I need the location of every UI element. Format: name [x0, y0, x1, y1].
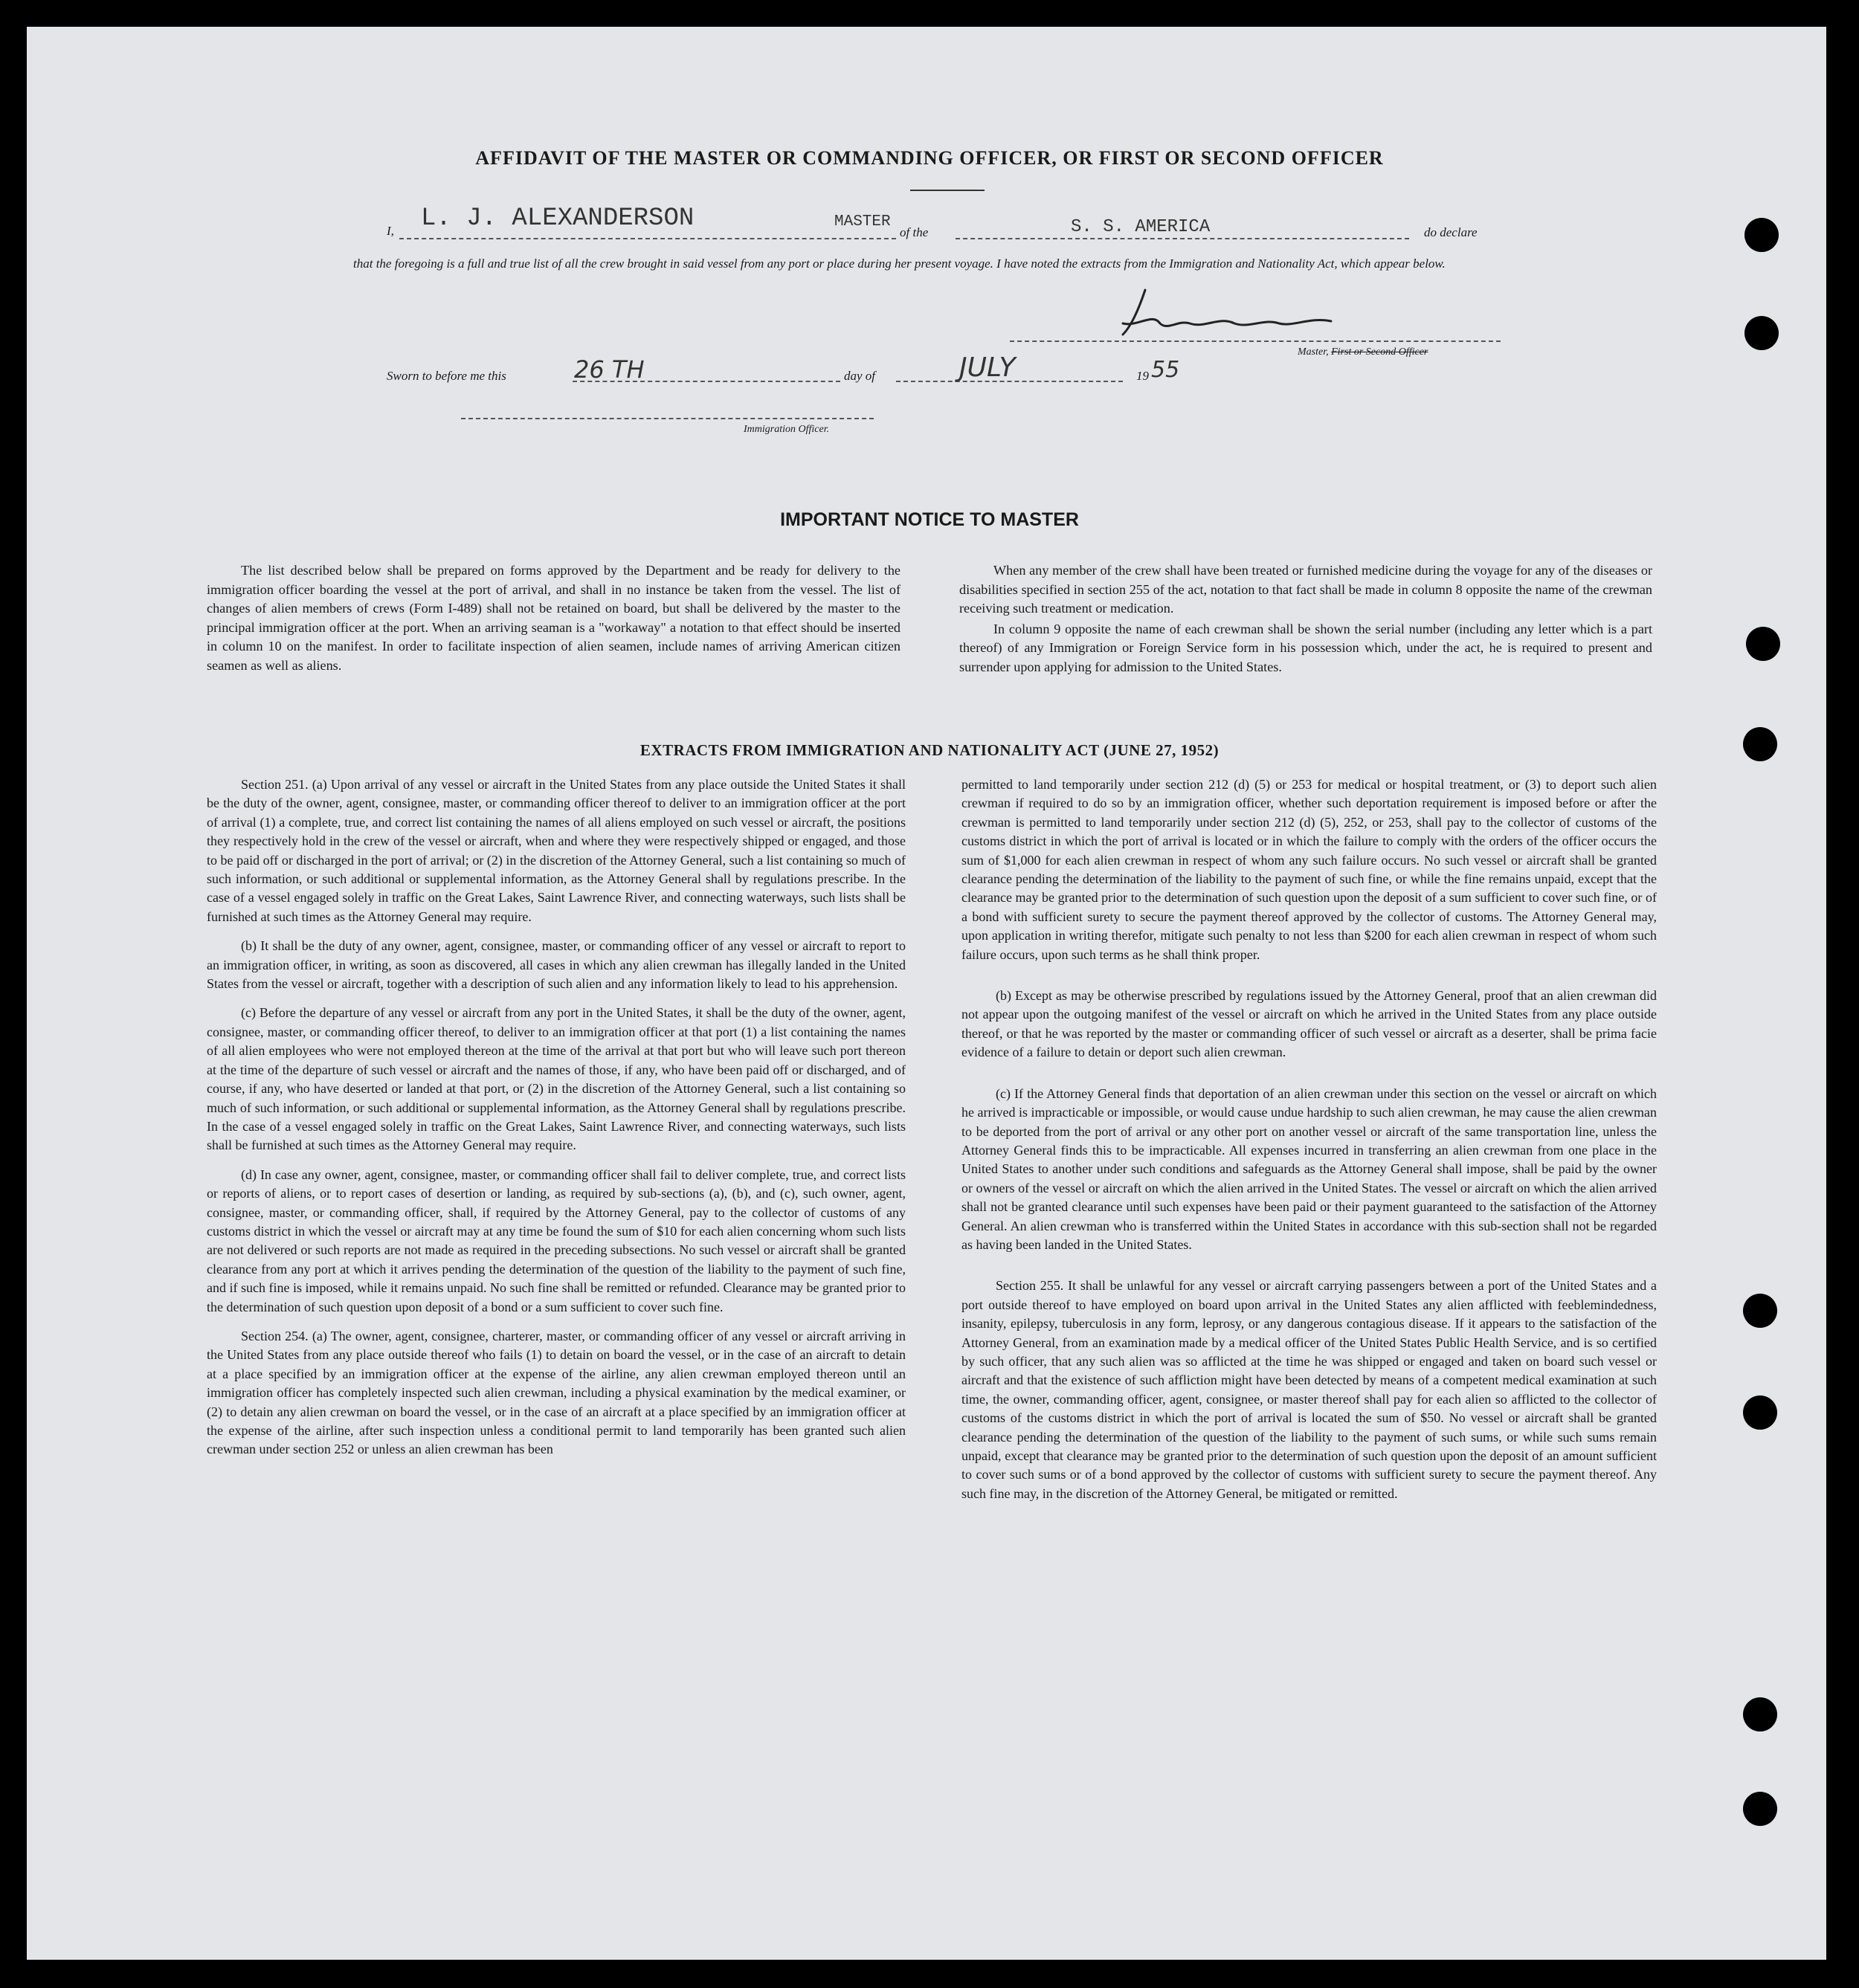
section-254-a: Section 254. (a) The owner, agent, consignee, charterer, master, or commanding officer of any vessel or aircraft arriving in the United States from any place outside thereof who fails (1) to detain on board the vessel, or in the case of an aircraft to detain at a place specified by an immigration officer at the expense of the airline, any alien crewman employed thereon until an immigration officer has completely inspected such alien crewman, including a physical examination by the medical examiner, or (2) to detain any alien crewman on board the vessel, or in the case of an aircraft at a place specified by an immigration officer at the expense of the airline, after such inspection unless a conditional permit to land temporarily has been granted such alien crewman under section 252 or unless an alien crewman has been: [207, 1328, 906, 1457]
section-251-a: Section 251. (a) Upon arrival of any vessel or aircraft in the United States from any place outside the United States it shall be the duty of the owner, agent, consignee, master, or commanding officer thereof to deliver to an immigration officer at the port of arrival (1) a complete, true, and correct list containing the names of all aliens employed on such vessel or aircraft, the positions they respectively hold in the crew of the vessel or aircraft, when and where they were respectively shipped or engaged, and those to be paid off or discharged in the port of arrival; or (2) in the discretion of the Attorney General, such a list containing so much of such information, or such additional or supplemental information, as the Attorney General shall by regulations prescribe. In the case of a vessel engaged solely in traffic on the Great Lakes, Saint Lawrence River, and connecting waterways, such lists shall be furnished at such times as the Attorney General may require.: [207, 777, 906, 924]
punch-hole: [1743, 1294, 1777, 1328]
notice-right-paragraph-1: When any member of the crew shall have been treated or furnished medicine during the voyage for any of the diseases or disabilities specified in section 255 of the act, notation to that fact shall be made in column 8 opposite the name of the crewman receiving such treatment or medication.: [959, 563, 1652, 616]
section-251-d: (d) In case any owner, agent, consignee, master, or commanding officer shall fail to deliver complete, true, and correct lists or reports of aliens, or to report cases of desertion or landing, as required by sub-sections (a), (b), and (c), such owner, agent, consignee, master, or commanding officer, shall, if required by the Attorney General, pay to the collector of customs of any customs district in which the vessel or aircraft may at any time be found the sum of $10 for each alien concerning whom such lists are not delivered or such reports are not made as required in the preceding subsections. No such vessel or aircraft shall be granted clearance from any port at which it arrives pending the determination of the question of the liability to the payment of such fine, and if such fine is imposed, while it remains unpaid. No such fine shall be remitted or refunded. Clearance may be granted prior to the determination of such question upon deposit of a bond or a sum sufficient to cover such fine.: [207, 1166, 906, 1314]
punch-hole: [1744, 218, 1779, 252]
punch-hole: [1743, 1697, 1777, 1732]
punch-hole: [1746, 627, 1780, 661]
day-of-label: day of: [844, 369, 876, 383]
section-254-c: (c) If the Attorney General finds that deportation of an alien crewman under this section on the vessel or aircraft on which he arrived is impracticable or impossible, or would cause undue hardship to such alien crewman, he may cause the alien crewman to be deported from the port of arrival or any other port on another vessel or aircraft of the same transportation line, unless the Attorney General finds this to be impracticable. All expenses incurred in transferring an alien crewman from one place in the United States to another under such conditions and safeguards as the Attorney General shall impose, shall be paid by the owner or owners of the vessel or aircraft on which the alien arrived in the United States. The vessel or aircraft on which the alien arrived shall not be granted clearance until such expenses have been paid or their payment guaranteed to the satisfaction of the Attorney General. An alien crewman who is transferred within the United States in accordance with this sub-section shall not be regarded as having been landed in the United States.: [961, 1085, 1657, 1252]
notice-right-column: [959, 561, 1652, 688]
extracts-right-column: [961, 775, 1657, 1514]
signer-caption: [1298, 346, 1428, 358]
notice-title: IMPORTANT NOTICE TO MASTER: [780, 509, 1079, 530]
notice-right-paragraph-2: In column 9 opposite the name of each crewman shall be shown the serial number (including any letter which is a part thereof) of any Immigration or Foreign Service form in his possession which, under the act, he is required to present and surrender upon applying for admission to the United States.: [959, 621, 1652, 674]
signer-caption-struck: First or Second Officer: [1331, 346, 1428, 358]
signature-line: [1010, 327, 1501, 342]
immigration-officer-caption: Immigration Officer.: [744, 424, 830, 435]
section-251-c: (c) Before the departure of any vessel or aircraft from any port in the United States, it shall be the duty of the owner, agent, consignee, master, or commanding officer thereof, to deliver to an immigration officer at that port (1) a list containing the names of all alien employees who were not employed thereon at the time of the arrival at that port but who will leave such port thereon at the time of the departure of such vessel or aircraft and the names of those, if any, who have been paid off or discharged, and of course, if any, who have deserted or landed at that port, or (2) in the discretion of the Attorney General, such a list containing so much of such information, or such additional or supplemental information, as the Attorney General shall by regulations prescribe. In the case of a vessel engaged solely in traffic on the Great Lakes, Saint Lawrence River, and connecting waterways, such lists shall be furnished at such times as the Attorney General may require.: [207, 1005, 906, 1153]
section-254-a-continued: permitted to land temporarily under section 212 (d) (5) or 253 for medical or hospital treatment, or (3) to deport such alien crewman if required to do so by an immigration officer, whether such deportation requirement is imposed before or after the crewman is permitted to land temporarily under section 212 (d) (5), 252, or 253, shall pay to the collector of customs of the customs district in which the port of arrival is located or in which the failure to comply with the orders of the officer occurs the sum of $1,000 for each alien crewman in respect of whom any such failure occurs. No such vessel or aircraft shall be granted clearance pending the determination of the liability to the payment of such fine, or while the fine remains unpaid, except that the clearance may be granted prior to the determination of such question upon the deposit of a sum sufficient to cover such fine, or of a bond with sufficient surety to secure the payment thereof approved by the collector of customs. The Attorney General may, upon application in writing therefor, mitigate such penalty to not less than $200 for each alien crewman in respect of whom such failure occurs, upon such terms as he shall think proper.: [961, 777, 1657, 962]
declaration-text: that the foregoing is a full and true list of all the crew brought in said vessel from any port or place during her present voyage. I have noted the extracts from the Immigration and Nationality Act, which appear below.: [353, 256, 1446, 271]
vessel-name: S. S. AMERICA: [1071, 217, 1211, 237]
do-declare-label: do declare: [1424, 225, 1478, 239]
section-251-b: (b) It shall be the duty of any owner, agent, consignee, master, or commanding officer of any vessel or aircraft to report to an immigration officer, in writing, as soon as discovered, all cases in which any alien crewman has illegally landed in the United States from the vessel or aircraft, together with a description of such alien and any information likely to lead to his apprehension.: [207, 938, 906, 992]
of-the-label: of the: [900, 225, 929, 239]
notice-left-paragraph: The list described below shall be prepared on forms approved by the Department and be ready for delivery to the immigration officer boarding the vessel at the port of arrival, and shall in no instance be taken from the vessel. The list of changes of alien members of crews (Form I-489) shall not be retained on board, but shall be delivered by the master to the principal immigration officer at the port. When an arriving seaman is a "workaway" a notation to that effect should be inserted in column 10 on the manifest. In order to facilitate inspection of alien seamen, include names of arriving American citizen seamen as well as aliens.: [207, 563, 900, 673]
signer-caption-master: Master,: [1298, 346, 1329, 358]
master-name: L. J. ALEXANDERSON: [421, 204, 695, 233]
rank: MASTER: [834, 213, 891, 230]
sworn-day: 26 TH: [574, 355, 645, 384]
extracts-left-column: [207, 775, 906, 1470]
year-suffix: 55: [1151, 357, 1180, 383]
section-255: Section 255. It shall be unlawful for any vessel or aircraft carrying passengers between a port of the United States and a port outside thereof to have employed on board upon arrival in the United States any alien afflicted with feeblemindedness, insanity, epilepsy, tuberculosis in any form, leprosy, or any dangerous contagious disease. If it appears to the satisfaction of the Attorney General, from an examination made by a medical officer of the United States Public Health Service, and is so certified by such officer, that any such alien was so afflicted at the time he was shipped or engaged and taken on board such vessel or aircraft and that the existence of such affliction might have been detected by means of a competent medical examination at such time, the owner, commanding officer, agent, consignee, or master thereof shall pay for each alien so afflicted to the collector of customs of the customs district in which the port of arrival is located the sum of $50. No vessel or aircraft shall be granted clearance pending the determination of the question of the liability to the payment of such sums, or while such sums remain unpaid, except that clearance may be granted prior to the determination of such question upon the deposit of an amount sufficient to cover such sums or of a bond approved by the collector of customs with sufficient surety to secure the payment thereof. Any such fine may, in the discretion of the Attorney General, be mitigated or remitted.: [961, 1278, 1657, 1501]
year-prefix: 19: [1136, 369, 1149, 383]
i-label: I,: [387, 224, 394, 238]
immigration-officer-line: [461, 406, 874, 419]
punch-hole: [1743, 1792, 1777, 1826]
punch-hole: [1744, 316, 1779, 350]
title-rule: [910, 190, 985, 191]
notice-left-column: [207, 561, 900, 686]
punch-hole: [1743, 1395, 1777, 1430]
section-254-b: (b) Except as may be otherwise prescribed by regulations issued by the Attorney General, proof that an alien crewman did not appear upon the outgoing manifest of the vessel or aircraft on which he arrived in the United States from any place outside thereof, or that he was reported by the master or commanding officer of such vessel or aircraft as a deserter, shall be prima facie evidence of a failure to detain or deport such alien crewman.: [961, 988, 1657, 1060]
sworn-label: Sworn to before me this: [387, 369, 506, 383]
sworn-month: JULY: [959, 352, 1016, 383]
extracts-title: EXTRACTS FROM IMMIGRATION AND NATIONALITY ACT (JUNE 27, 1952): [639, 741, 1220, 759]
affidavit-title: AFFIDAVIT OF THE MASTER OR COMMANDING OFFICER, OR FIRST OR SECOND OFFICER: [475, 147, 1384, 169]
